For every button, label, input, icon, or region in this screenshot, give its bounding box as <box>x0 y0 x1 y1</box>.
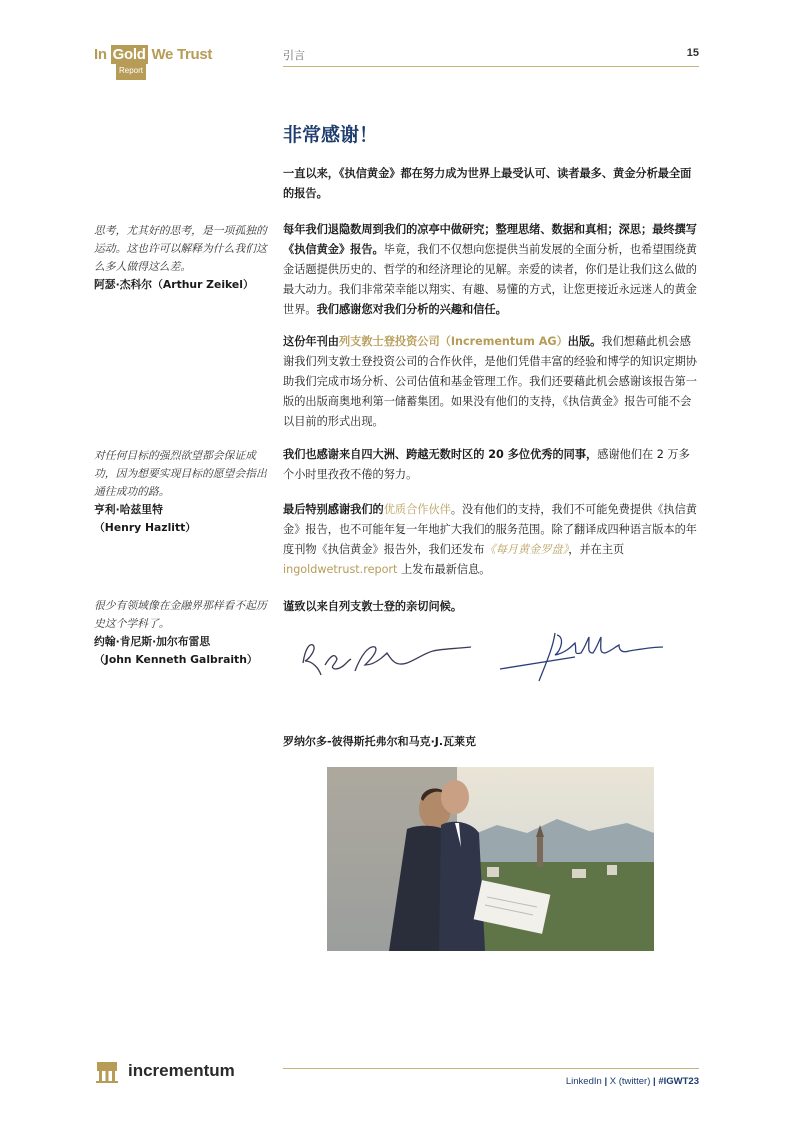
logo-wordmark: In Gold We Trust <box>94 46 213 63</box>
intro-paragraph: 一直以来，《执信黄金》都在努力成为世界上最受认可、读者最多、黄金分析最全面的报告。 <box>283 167 692 200</box>
linkedin-link[interactable]: LinkedIn <box>565 1076 602 1087</box>
colleagues-paragraph: 我们也感谢来自四大洲、跨越无数时区的 20 多位优秀的同事，感谢他们在 2 万多个小时里孜孜不倦的努力。 <box>283 448 690 481</box>
incrementum-link[interactable]: 列支敦士登投资公司（Incrementum AG） <box>338 335 568 348</box>
incrementum-tree-icon <box>94 1060 120 1084</box>
footer-separator: | <box>604 1076 608 1087</box>
sidebar-quote <box>94 222 274 294</box>
quote-author: 约翰·肯尼斯·加尔布雷思 <box>94 635 211 648</box>
publisher-paragraph: 这份年刊由列支敦士登投资公司（Incrementum AG）出版。我们想藉此机会感谢我们列支敦士登投资公司的合作伙伴，是他们凭借丰富的经验和博学的知识定期协助我们完成市场分析、公司估值和基金管理工作。我们还要藉此机会感谢该报告第一版的出版商奥地利第一储蓄集团。如果没有他们的支持，《执信黄金》报告可能不会以目前的形式出现。 <box>283 335 697 428</box>
footer-links <box>566 1076 699 1087</box>
quote-author: 阿瑟·杰科尔（Arthur Zeikel） <box>94 278 254 291</box>
signature-mark <box>495 625 670 685</box>
quote-text: 很少有领域像在金融界那样看不起历史这个学科了。 <box>94 599 267 630</box>
hashtag-link[interactable]: #IGWT23 <box>658 1076 699 1087</box>
header-divider <box>283 66 699 67</box>
quote-text: 对任何目标的强烈欲望都会保证成功，因为想要实现目标的愿望会指出通往成功的路。 <box>94 449 267 498</box>
page-title: 非常感谢！ <box>283 124 379 146</box>
in-gold-we-trust-logo <box>94 44 224 82</box>
research-paragraph: 每年我们退隐数周到我们的凉亭中做研究；整理思绪、数据和真相；深思；最终撰写《执信黄金》报告。毕竟，我们不仅想向您提供当前发展的全面分析，也希望围绕黄金话题提供历史的、哲学的和经济理论的见解。亲爱的读者，你们是让我们这么做的最大动力。我们非常荣幸能以翔实、有趣、易懂的方式，让您更接近永远迷人的黄金世界。我们感谢您对我们分析的兴趣和信任。 <box>283 223 697 316</box>
greeting-line: 谨致以来自列支敦士登的亲切问候。 <box>283 600 463 613</box>
authors-photo <box>327 767 654 951</box>
footer-divider <box>283 1068 699 1069</box>
sidebar-quote <box>94 447 274 537</box>
quote-author-english: （John Kenneth Galbraith） <box>94 653 258 666</box>
page-number: 15 <box>686 47 699 59</box>
photo-caption: 罗纳尔多-彼得斯托弗尔和马克·J.瓦莱克 <box>283 735 477 748</box>
monthly-compass-link[interactable]: 《每月黄金罗盘》 <box>484 543 569 556</box>
twitter-link[interactable]: X (twitter) <box>609 1076 651 1087</box>
incrementum-wordmark: incrementum <box>128 1061 235 1080</box>
quote-text: 思考，尤其好的思考，是一项孤独的运动。这也许可以解释为什么我们这么多人做得这么差。 <box>94 224 267 273</box>
quote-author: 亨利·哈兹里特 <box>94 503 163 516</box>
quote-author-english: （Henry Hazlitt） <box>94 521 197 534</box>
signature-ronald <box>295 625 480 685</box>
partners-paragraph: 最后特别感谢我们的优质合作伙伴。没有他们的支持，我们不可能免费提供《执信黄金》报告，也不可能年复一年地扩大我们的服务范围。除了翻译成四种语言版本的年度刊物《执信黄金》报告外，我们还发布《每月黄金罗盘》，并在主页ingoldwetrust.report 上发布最新信息。 <box>283 503 697 576</box>
footer-separator: | <box>653 1076 656 1087</box>
website-link[interactable]: ingoldwetrust.report <box>283 563 398 576</box>
sidebar-quote <box>94 597 274 669</box>
section-label: 引言 <box>283 49 305 62</box>
partners-link[interactable]: 优质合作伙伴 <box>383 503 451 516</box>
logo-report-label: Report <box>118 66 143 75</box>
